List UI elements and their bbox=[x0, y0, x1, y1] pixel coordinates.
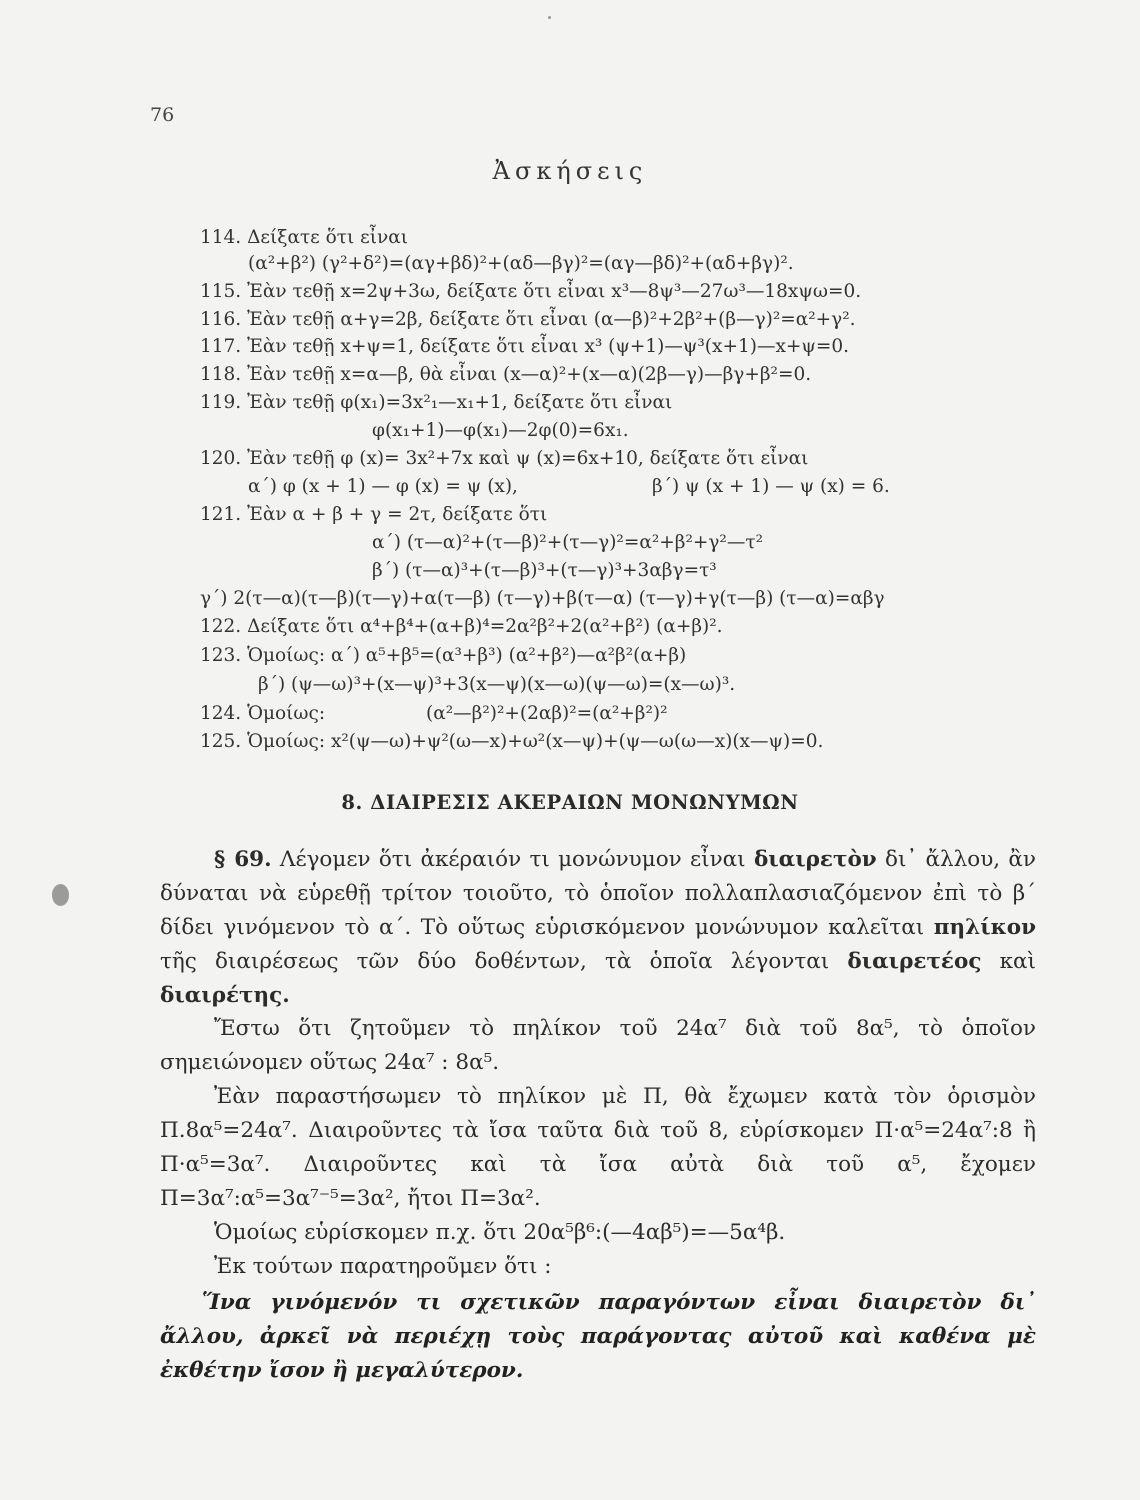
exercise-line: 115. Ἐὰν τεθῇ x=2ψ+3ω, δείξατε ὅτι εἶναι x³—8ψ³—27ω³—18xψω=0. bbox=[200, 281, 862, 302]
smudge bbox=[52, 884, 69, 906]
exercise-line: α΄) (τ—α)²+(τ—β)²+(τ—γ)²=α²+β²+γ²—τ² bbox=[372, 532, 763, 553]
exercise-line: φ(x₁+1)—φ(x₁)—2φ(0)=6x₁. bbox=[372, 420, 629, 441]
exercise-line: 118. Ἐὰν τεθῇ x=α—β, θὰ εἶναι (x—α)²+(x—α)(2β—γ)—βγ+β²=0. bbox=[200, 364, 812, 385]
exercise-line: 114. Δείξατε ὅτι εἶναι bbox=[200, 227, 408, 248]
exercise-line: β΄) ψ (x + 1) — ψ (x) = 6. bbox=[652, 476, 890, 497]
exercise-line: (α²—β²)²+(2αβ)²=(α²+β²)² bbox=[426, 703, 668, 724]
exercise-line: γ΄) 2(τ—α)(τ—β)(τ—γ)+α(τ—β) (τ—γ)+β(τ—α) (τ—γ)+γ(τ—β) (τ—α)=αβγ bbox=[200, 588, 885, 609]
exercise-line: 124. Ὁμοίως: bbox=[200, 703, 326, 724]
paragraph-similarly: Ὁμοίως εὑρίσκομεν π.χ. ὅτι 20α⁵β⁶:(—4αβ⁵)=—5α⁴β. bbox=[214, 1220, 786, 1245]
text: τῆς διαιρέσεως τῶν δύο δοθέντων, τὰ ὁποῖα λέγονται bbox=[160, 949, 848, 974]
paragraph-derivation: Ἐὰν παραστήσωμεν τὸ πηλίκον μὲ Π, θὰ ἔχωμεν κατὰ τὸν ὁρισμὸν Π.8α⁵=24α⁷. Διαιροῦντες τὰ ἴσα ταῦτα διὰ τοῦ 8, εὑρίσκομεν Π·α⁵=24α⁷:8 ἢ Π·α⁵=3α⁷. Διαιροῦντες καὶ τὰ ἴσα αὐτὰ διὰ τοῦ α⁵, ἔχομεν Π=3α⁷:α⁵=3α⁷⁻⁵=3α², ἤτοι Π=3α². bbox=[160, 1084, 1036, 1211]
speck bbox=[548, 16, 551, 19]
exercise-line: 121. Ἐὰν α + β + γ = 2τ, δείξατε ὅτι bbox=[200, 504, 548, 525]
page-number: 76 bbox=[150, 104, 175, 126]
chapter-heading: 8. ΔΙΑΙΡΕΣΙΣ ΑΚΕΡΑΙΩΝ ΜΟΝΩΝΥΜΩΝ bbox=[341, 791, 799, 814]
text: Λέγομεν ὅτι ἀκέραιόν τι μονώνυμον εἶναι bbox=[271, 847, 754, 872]
exercise-line: β΄) (τ—α)³+(τ—β)³+(τ—γ)³+3αβγ=τ³ bbox=[372, 560, 717, 581]
exercise-line: (α²+β²) (γ²+δ²)=(αγ+βδ)²+(αδ—βγ)²=(αγ—βδ)²+(αδ+βγ)². bbox=[248, 253, 794, 274]
section-title: Ἀσκήσεις bbox=[492, 157, 648, 185]
text: δι᾽ ἄλλου, ἂν δύναται νὰ εὑρεθῇ τρίτον τοιοῦτο, τὸ ὁποῖον πολλαπλασιαζόμενον ἐπὶ τὸ β΄ δίδει γινόμενον τὸ α΄. Τὸ οὕτως εὑρισκόμενον μονώνυμον καλεῖται bbox=[160, 847, 1036, 940]
rule-statement: Ἵνα γινόμενόν τι σχετικῶν παραγόντων εἶναι διαιρετὸν δι᾽ ἄλλου, ἀρκεῖ νὰ περιέχῃ τοὺς παράγοντας αὐτοῦ καὶ καθένα μὲ ἐκθέτην ἴσον ἢ μεγαλύτερον. bbox=[160, 1290, 1036, 1383]
exercise-line: 125. Ὁμοίως: x²(ψ—ω)+ψ²(ω—x)+ω²(x—ψ)+(ψ—ω(ω—x)(x—ψ)=0. bbox=[200, 731, 824, 752]
exercise-line: α΄) φ (x + 1) — φ (x) = ψ (x), bbox=[248, 476, 518, 497]
term: διαιρετέος bbox=[847, 949, 982, 974]
exercise-line: β΄) (ψ—ω)³+(x—ψ)³+3(x—ψ)(x—ω)(ψ—ω)=(x—ω)³. bbox=[258, 674, 736, 695]
paragraph-observation: Ἐκ τούτων παρατηροῦμεν ὅτι : bbox=[214, 1254, 552, 1279]
paragraph-69 bbox=[160, 843, 1036, 1013]
exercise-line: 117. Ἐὰν τεθῇ x+ψ=1, δείξατε ὅτι εἶναι x³ (ψ+1)—ψ³(x+1)—x+ψ=0. bbox=[200, 336, 850, 357]
paragraph-symbol: § 69. bbox=[214, 847, 272, 872]
exercise-line: 119. Ἐὰν τεθῇ φ(x₁)=3x²₁—x₁+1, δείξατε ὅτι εἶναι bbox=[200, 392, 673, 413]
exercise-line: 122. Δείξατε ὅτι α⁴+β⁴+(α+β)⁴=2α²β²+2(α²+β²) (α+β)². bbox=[200, 616, 723, 637]
exercise-line: 116. Ἐὰν τεθῇ α+γ=2β, δείξατε ὅτι εἶναι (α—β)²+2β²+(β—γ)²=α²+γ². bbox=[200, 309, 856, 330]
paragraph-example: Ἔστω ὅτι ζητοῦμεν τὸ πηλίκον τοῦ 24α⁷ διὰ τοῦ 8α⁵, τὸ ὁποῖον σημειώνομεν οὕτως 24α⁷ : 8α⁵. bbox=[160, 1016, 1036, 1075]
exercise-line: 123. Ὁμοίως: α΄) α⁵+β⁵=(α³+β³) (α²+β²)—α²β²(α+β) bbox=[200, 645, 687, 666]
exercise-line: 120. Ἐὰν τεθῇ φ (x)= 3x²+7x καὶ ψ (x)=6x+10, δείξατε ὅτι εἶναι bbox=[200, 448, 809, 469]
term: διαιρέτης. bbox=[160, 983, 290, 1008]
term: διαιρετὸν bbox=[753, 847, 877, 872]
term: πηλίκον bbox=[933, 915, 1036, 940]
text: καὶ bbox=[981, 949, 1036, 974]
